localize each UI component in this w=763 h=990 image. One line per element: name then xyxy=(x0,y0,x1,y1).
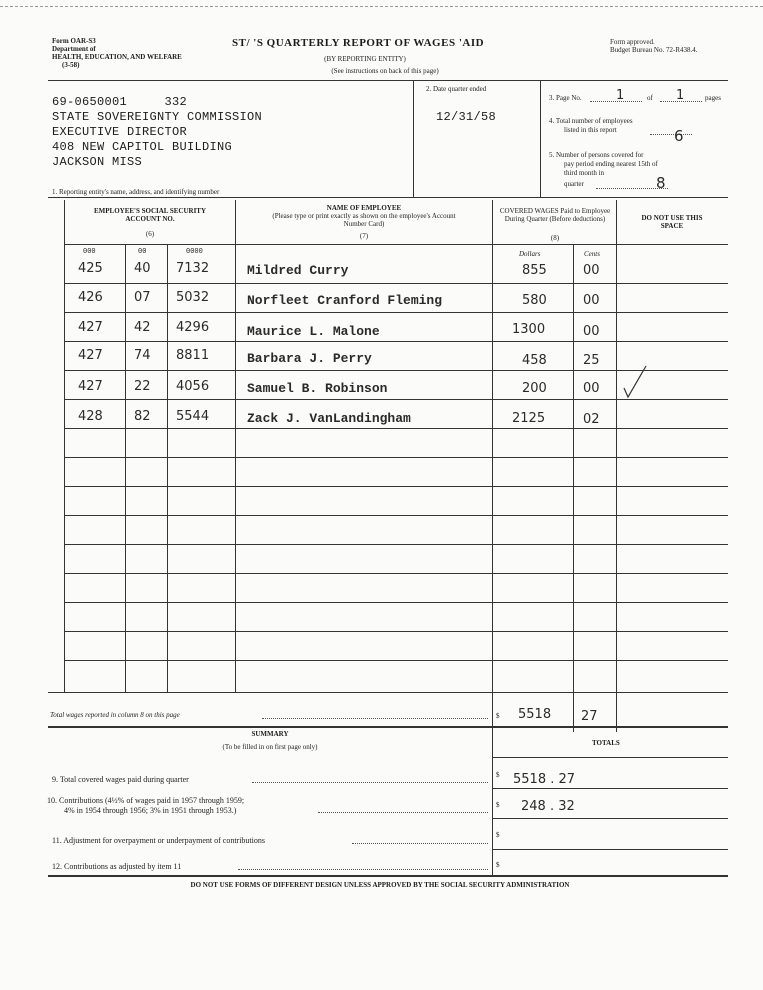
wages-dollars: 2125 xyxy=(512,411,546,426)
grid-row-line xyxy=(64,283,728,284)
page-info-divider xyxy=(540,80,541,197)
top-box-line xyxy=(48,80,728,81)
grid-row-line xyxy=(64,341,728,342)
quarter-divider xyxy=(413,80,414,197)
entity-address-line: 408 NEW CAPITOL BUILDING xyxy=(52,140,233,154)
ssn-area: 427 xyxy=(78,348,103,363)
approval-line-2: Budget Bureau No. 72-R438.4. xyxy=(610,46,698,54)
department-name: HEALTH, EDUCATION, AND WELFARE xyxy=(52,53,182,61)
grid-vline-name xyxy=(235,200,236,692)
ssn-group: 22 xyxy=(134,379,151,394)
grid-row-line xyxy=(64,573,728,574)
grid-bottom-line xyxy=(48,692,728,693)
totals-header: TOTALS xyxy=(592,739,620,747)
ssn-area: 426 xyxy=(78,290,103,305)
grid-vline-ssn-left xyxy=(64,200,65,692)
item11-label: 11. Adjustment for overpayment or underpayment of contributions xyxy=(52,836,265,845)
wages-dollars: 1300 xyxy=(512,322,546,337)
wages-cents: 25 xyxy=(583,353,600,368)
do-not-use-header: DO NOT USE THIS SPACE xyxy=(641,214,703,230)
ssn-area: 427 xyxy=(78,379,103,394)
entity-title-line: EXECUTIVE DIRECTOR xyxy=(52,125,188,139)
employee-name: Maurice L. Malone xyxy=(247,324,380,339)
ssn-serial: 8811 xyxy=(176,348,210,363)
grid-row-line xyxy=(64,457,728,458)
ssn-placeholder-area: 000 xyxy=(83,248,96,256)
item12-label: 12. Contributions as adjusted by item 11 xyxy=(52,862,182,871)
summary-line xyxy=(492,849,728,850)
ssn-group: 74 xyxy=(134,348,151,363)
employees-field xyxy=(650,134,692,135)
wages-cents: 00 xyxy=(583,324,600,339)
dollar-sign: $ xyxy=(496,831,500,839)
ssn-group: 82 xyxy=(134,409,151,424)
grid-vline-dnu xyxy=(616,200,617,732)
employees-label-1: 4. Total number of employees xyxy=(549,117,633,125)
ssn-serial: 4296 xyxy=(176,320,210,335)
wages-cents: 00 xyxy=(583,263,600,278)
total-reported-label: Total wages reported in column 8 on this page xyxy=(50,711,180,719)
dollar-sign: $ xyxy=(496,801,500,809)
total-reported-dollars: 5518 xyxy=(518,707,552,722)
item12-leader xyxy=(238,869,488,870)
employee-name: Zack J. VanLandingham xyxy=(247,411,411,426)
entity-field-label: 1. Reporting entity's name, address, and identifying number xyxy=(52,188,220,196)
employee-name: Norfleet Cranford Fleming xyxy=(247,293,443,308)
item10-label-2: 4% in 1954 through 1956; 3% in 1951 through 1953.) xyxy=(64,806,237,815)
item10-label-1: 10. Contributions (4½% of wages paid in 1957 through 1959; xyxy=(47,796,245,805)
name-header: NAME OF EMPLOYEE xyxy=(326,204,402,212)
of-label: of xyxy=(647,94,653,102)
grid-row-line xyxy=(64,312,728,313)
grid-row-line xyxy=(64,631,728,632)
entity-id-line: 69-0650001 332 xyxy=(52,95,188,109)
persons-label-2: pay period ending nearest 15th of xyxy=(564,160,658,168)
employee-name: Barbara J. Perry xyxy=(247,351,372,366)
ssn-group: 42 xyxy=(134,320,151,335)
employees-count: 6 xyxy=(674,127,684,145)
persons-label-1: 5. Number of persons covered for xyxy=(549,151,644,159)
ssn-serial: 4056 xyxy=(176,379,210,394)
ssn-header: EMPLOYEE'S SOCIAL SECURITY ACCOUNT NO. xyxy=(93,207,207,223)
form-id: Form OAR-S3 xyxy=(52,37,96,45)
item11-leader xyxy=(352,843,488,844)
item9-value: 5518 . 27 xyxy=(513,772,576,787)
persons-label-4: quarter xyxy=(564,180,584,188)
form-title: ST/ 'S QUARTERLY REPORT OF WAGES 'AID xyxy=(232,37,485,49)
grid-row-line xyxy=(64,428,728,429)
item9-label: 9. Total covered wages paid during quarter xyxy=(52,775,189,784)
item10-leader xyxy=(318,812,488,813)
entity-city-line: JACKSON MISS xyxy=(52,155,143,169)
top-edge xyxy=(0,6,763,7)
totals-line xyxy=(48,726,728,728)
name-header-note: (Please type or print exactly as shown on the employee's Account Number Card) xyxy=(272,212,456,228)
quarter-label: 2. Date quarter ended xyxy=(426,85,487,93)
dollars-label: Dollars xyxy=(519,250,541,258)
grid-header-line xyxy=(64,244,728,245)
ssn-col-number: (6) xyxy=(145,230,155,238)
wages-dollars: 458 xyxy=(522,353,547,368)
wages-header: COVERED WAGES Paid to Employee During Quarter (Before deductions) xyxy=(499,207,611,223)
total-pages-value: 1 xyxy=(676,88,685,103)
persons-label-3: third month in xyxy=(564,169,605,177)
page-no-value: 1 xyxy=(616,88,625,103)
name-col-number: (7) xyxy=(359,232,369,240)
total-reported-leader xyxy=(262,718,488,719)
summary-line xyxy=(492,788,728,789)
wages-cents: 00 xyxy=(583,381,600,396)
dollar-sign: $ xyxy=(496,712,500,720)
summary-note: (To be filled in on first page only) xyxy=(222,743,318,751)
dollar-sign: $ xyxy=(496,771,500,779)
employee-name: Samuel B. Robinson xyxy=(247,381,388,396)
grid-row-line xyxy=(64,486,728,487)
persons-count: 8 xyxy=(656,174,666,192)
summary-title: SUMMARY xyxy=(251,730,289,738)
check-mark-icon xyxy=(620,364,650,400)
grid-row-line xyxy=(64,660,728,661)
grid-vline-wages xyxy=(492,200,493,875)
grid-row-line xyxy=(64,544,728,545)
ssn-serial: 5544 xyxy=(176,409,210,424)
footer-notice: DO NOT USE FORMS OF DIFFERENT DESIGN UNLESS APPROVED BY THE SOCIAL SECURITY ADMINISTRATION xyxy=(190,881,570,889)
pages-label: pages xyxy=(705,94,721,102)
wages-dollars: 855 xyxy=(522,263,547,278)
form-instructions: (See instructions on back of this page) xyxy=(331,67,439,75)
wages-cents: 02 xyxy=(583,412,600,427)
summary-line xyxy=(492,757,728,758)
entity-name-line: STATE SOVEREIGNTY COMMISSION xyxy=(52,110,263,124)
ssn-placeholder-group: 00 xyxy=(138,248,147,256)
grid-vline-cents xyxy=(573,244,574,732)
employee-name: Mildred Curry xyxy=(247,263,349,278)
employees-label-2: listed in this report xyxy=(564,126,617,134)
ssn-area: 427 xyxy=(78,320,103,335)
item9-leader xyxy=(252,782,488,783)
entity-bottom-line xyxy=(48,197,728,198)
department-label: Department of xyxy=(52,45,96,53)
grid-row-line xyxy=(64,515,728,516)
wages-cents: 00 xyxy=(583,293,600,308)
dollar-sign: $ xyxy=(496,861,500,869)
quarter-value: 12/31/58 xyxy=(436,110,497,124)
ssn-group: 40 xyxy=(134,261,151,276)
ssn-area: 425 xyxy=(78,261,103,276)
form-date: (3-58) xyxy=(62,61,80,69)
form-subtitle: (BY REPORTING ENTITY) xyxy=(324,55,406,63)
wages-dollars: 580 xyxy=(522,293,547,308)
ssn-placeholder-serial: 0000 xyxy=(186,248,203,256)
approval-line-1: Form approved. xyxy=(610,38,655,46)
cents-label: Cents xyxy=(584,250,600,258)
grid-row-line xyxy=(64,602,728,603)
ssn-group: 07 xyxy=(134,290,151,305)
total-reported-cents: 27 xyxy=(581,709,598,724)
wages-dollars: 200 xyxy=(522,381,547,396)
page-no-label: 3. Page No. xyxy=(549,94,582,102)
summary-line xyxy=(492,818,728,819)
item10-value: 248 . 32 xyxy=(521,799,575,814)
ssn-area: 428 xyxy=(78,409,103,424)
summary-bottom-line xyxy=(48,875,728,877)
ssn-serial: 7132 xyxy=(176,261,210,276)
wages-col-number: (8) xyxy=(550,234,560,242)
ssn-serial: 5032 xyxy=(176,290,210,305)
